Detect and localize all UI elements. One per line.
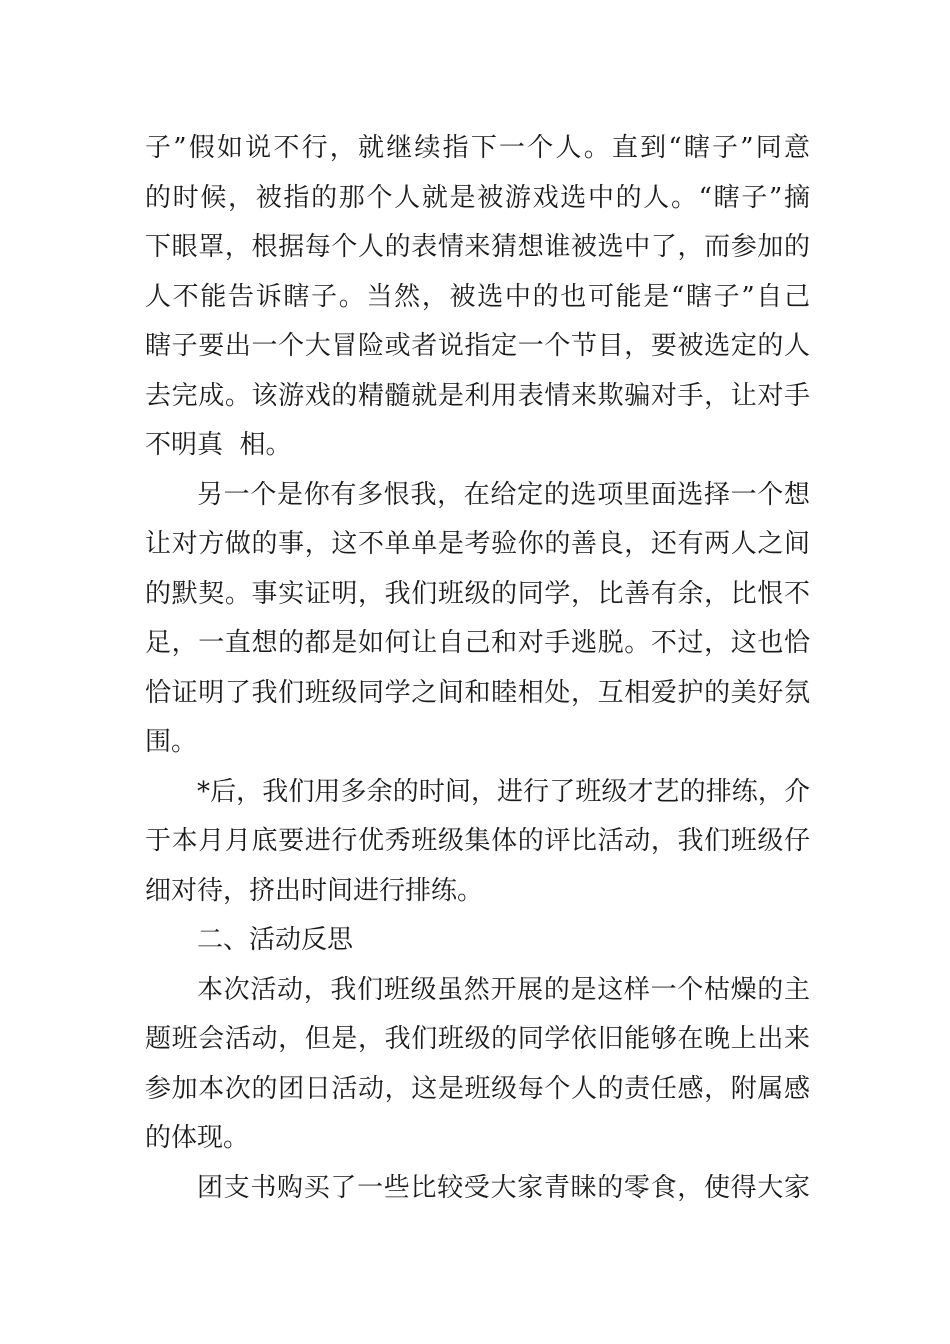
text-line: 子”假如说不行，就继续指下一个人。直到“瞎子”同意 bbox=[145, 133, 810, 163]
text-line: 参加本次的团日活动，这是班级每个人的责任感，附属感 bbox=[145, 1073, 810, 1104]
paragraph-first-line: *后，我们用多余的时间，进行了班级才艺的排练，介 bbox=[197, 776, 810, 807]
paragraph-first-line: 团支书购买了一些比较受大家青睐的零食，使得大家 bbox=[197, 1172, 810, 1203]
text-line: 不明真 相。 bbox=[145, 430, 292, 460]
text-line: 下眼罩，根据每个人的表情来猜想谁被选中了，而参加的 bbox=[145, 232, 810, 262]
text-line: 去完成。该游戏的精髓就是利用表情来欺骗对手，让对手 bbox=[145, 380, 810, 411]
section-heading: 二、活动反思 bbox=[197, 925, 354, 955]
text-line: 于本月月底要进行优秀班级集体的评比活动，我们班级仔 bbox=[145, 826, 810, 856]
text-line: 人不能告诉瞎子。当然，被选中的也可能是“瞎子”自己 bbox=[145, 281, 810, 312]
document-body bbox=[145, 124, 810, 1213]
text-line: 细对待，挤出时间进行排练。 bbox=[145, 875, 484, 906]
text-line: 题班会活动，但是，我们班级的同学依旧能够在晚上出来 bbox=[145, 1024, 810, 1054]
text-line: 的默契。事实证明，我们班级的同学，比善有余，比恨不 bbox=[145, 578, 810, 609]
paragraph-first-line: 本次活动，我们班级虽然开展的是这样一个枯燥的主 bbox=[197, 974, 810, 1005]
text-line: 足，一直想的都是如何让自己和对手逃脱。不过，这也恰 bbox=[145, 628, 810, 658]
text-line: 让对方做的事，这不单单是考验你的善良，还有两人之间 bbox=[145, 529, 810, 559]
text-line: 瞎子要出一个大冒险或者说指定一个节目，要被选定的人 bbox=[145, 331, 810, 361]
text-line: 的体现。 bbox=[145, 1123, 250, 1153]
text-line: 恰证明了我们班级同学之间和睦相处，互相爱护的美好氛 bbox=[145, 677, 810, 708]
text-line: 围。 bbox=[145, 727, 198, 757]
paragraph-first-line: 另一个是你有多恨我，在给定的选项里面选择一个想 bbox=[197, 479, 810, 510]
text-line: 的时候，被指的那个人就是被游戏选中的人。“瞎子”摘 bbox=[145, 182, 810, 213]
